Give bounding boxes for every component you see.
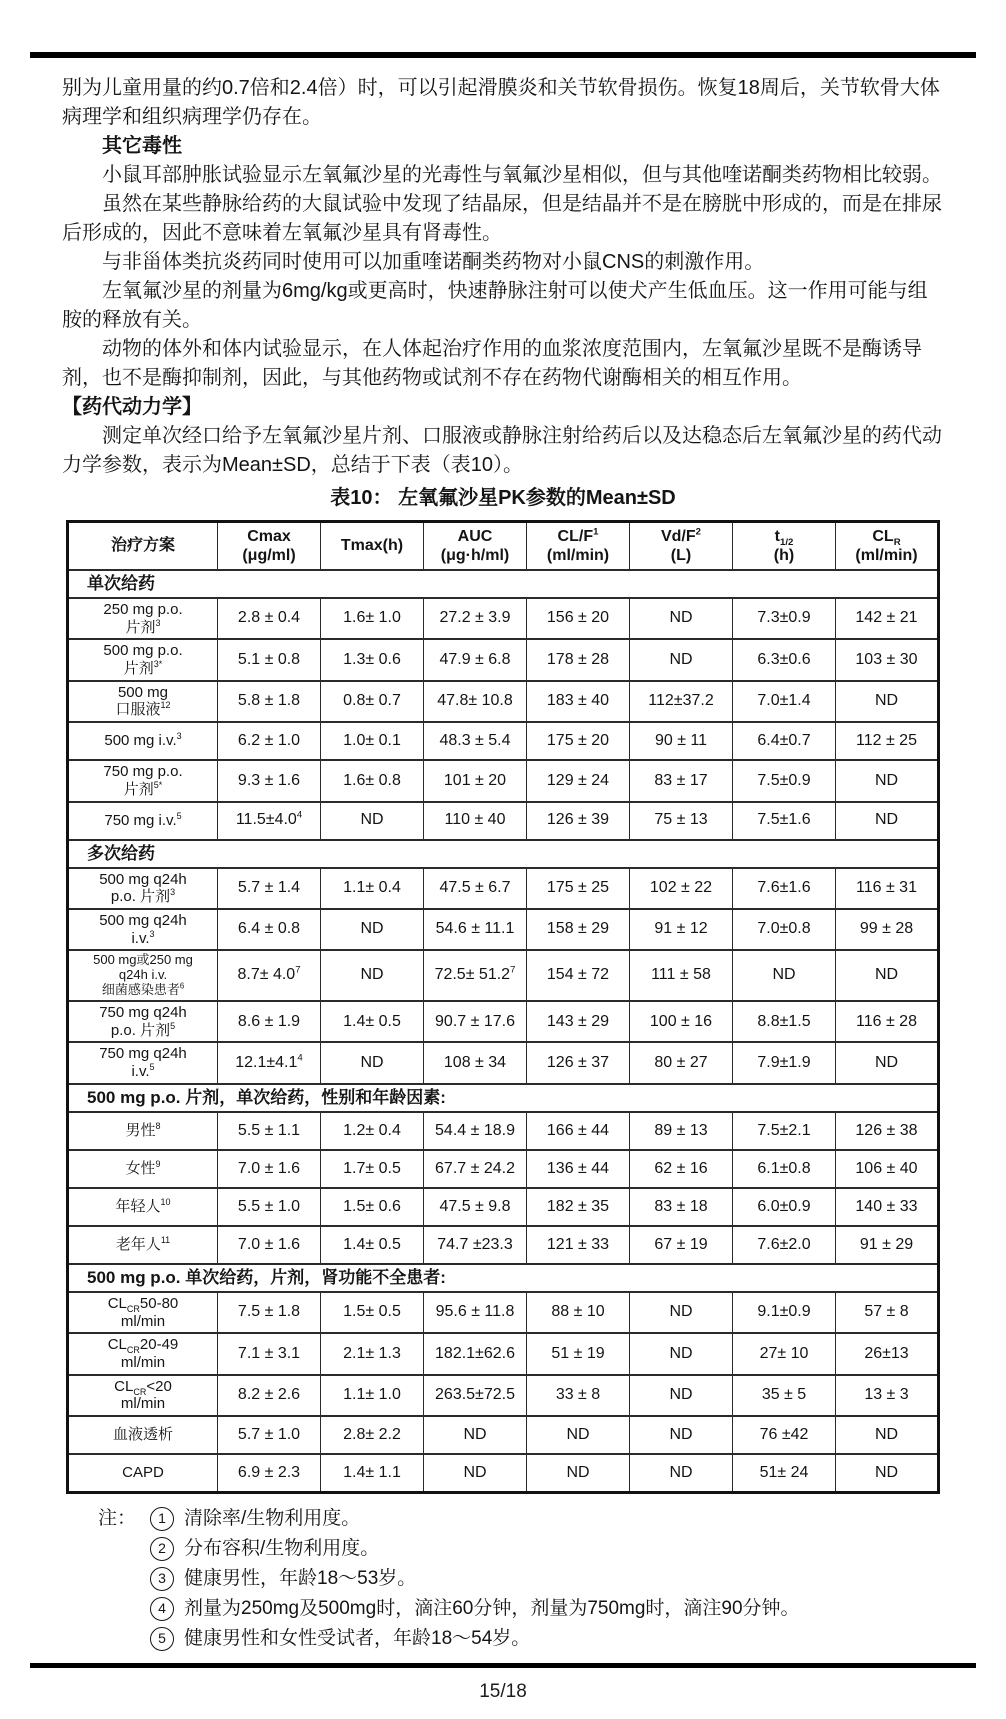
value-cell: 51± 24 xyxy=(733,1454,836,1493)
value-cell: 7.1 ± 3.1 xyxy=(218,1333,321,1374)
value-cell: 13 ± 3 xyxy=(836,1375,939,1416)
row-label: 500 mg 口服液$^{12}$ xyxy=(68,681,218,722)
value-cell: 1.7± 0.5 xyxy=(321,1150,424,1188)
value-cell: 7.5±1.6 xyxy=(733,802,836,840)
row-label: 500 mg i.v.$^3$ xyxy=(68,722,218,760)
value-cell: 183 ± 40 xyxy=(527,681,630,722)
table-row xyxy=(68,760,939,801)
paragraph: 虽然在某些静脉给药的大鼠试验中发现了结晶尿，但是结晶并不是在膀胱中形成的，而是在排尿后形成的，因此不意味着左氧氟沙星具有肾毒性。 xyxy=(62,193,942,244)
table-section-row xyxy=(68,570,939,598)
value-cell: 91 ± 29 xyxy=(836,1226,939,1264)
value-cell: $12.1\pm 4.1^4$ xyxy=(218,1042,321,1083)
column-header: Tmax(h) xyxy=(321,522,424,571)
value-cell: 175 ± 25 xyxy=(527,868,630,909)
value-cell: 100 ± 16 xyxy=(630,1001,733,1042)
note-item xyxy=(98,1594,944,1623)
value-cell: 126 ± 38 xyxy=(836,1112,939,1150)
table-row xyxy=(68,868,939,909)
value-cell: 7.0 ± 1.6 xyxy=(218,1150,321,1188)
table-row xyxy=(68,1188,939,1226)
value-cell: 57 ± 8 xyxy=(836,1292,939,1333)
row-label: 500 mg p.o. 片剂$^{3*}$ xyxy=(68,639,218,680)
value-cell: ND xyxy=(836,1416,939,1454)
value-cell: 6.4 ± 0.8 xyxy=(218,909,321,950)
value-cell: 33 ± 8 xyxy=(527,1375,630,1416)
table-title: 表10： 左氧氟沙星PK参数的Mean±SD xyxy=(330,487,676,509)
value-cell: 1.2± 0.4 xyxy=(321,1112,424,1150)
value-cell: ND xyxy=(630,639,733,680)
value-cell: 67.7 ± 24.2 xyxy=(424,1150,527,1188)
value-cell: 143 ± 29 xyxy=(527,1001,630,1042)
value-cell: 106 ± 40 xyxy=(836,1150,939,1188)
value-cell: 175 ± 20 xyxy=(527,722,630,760)
value-cell: ND xyxy=(630,598,733,639)
value-cell: 6.1±0.8 xyxy=(733,1150,836,1188)
row-label: 750 mg p.o. 片剂$^{5*}$ xyxy=(68,760,218,801)
row-label: 老年人$^{11}$ xyxy=(68,1226,218,1264)
value-cell: 74.7 ±23.3 xyxy=(424,1226,527,1264)
value-cell: $8.7\pm 4.0^7$ xyxy=(218,950,321,1001)
value-cell: 83 ± 18 xyxy=(630,1188,733,1226)
note-item xyxy=(98,1504,944,1533)
table-row xyxy=(68,1001,939,1042)
paragraph: 动物的体外和体内试验显示，在人体起治疗作用的血浆浓度范围内，左氧氟沙星既不是酶诱导剂，也不是酶抑制剂，因此，与其他药物或试剂不存在药物代谢酶相关的相互作用。 xyxy=(62,338,922,389)
table-row xyxy=(68,1150,939,1188)
section-label: 500 mg p.o. 片剂，单次给药，性别和年龄因素: xyxy=(68,1084,939,1112)
value-cell: 8.6 ± 1.9 xyxy=(218,1001,321,1042)
value-cell: 1.0± 0.1 xyxy=(321,722,424,760)
circled-number: 3 xyxy=(150,1567,174,1591)
value-cell: 7.6±1.6 xyxy=(733,868,836,909)
value-cell: 116 ± 31 xyxy=(836,868,939,909)
page-content xyxy=(62,74,944,1706)
page-number: 15/18 xyxy=(479,1680,527,1702)
value-cell: 5.7 ± 1.4 xyxy=(218,868,321,909)
value-cell: $72.5\pm 51.2^7$ xyxy=(424,950,527,1001)
paragraph: 与非甾体类抗炎药同时使用可以加重喹诺酮类药物对小鼠CNS的刺激作用。 xyxy=(102,251,765,273)
note-item xyxy=(98,1564,944,1593)
column-header: 治疗方案 xyxy=(68,522,218,571)
value-cell: 102 ± 22 xyxy=(630,868,733,909)
value-cell: 7.0 ± 1.6 xyxy=(218,1226,321,1264)
value-cell: 158 ± 29 xyxy=(527,909,630,950)
value-cell: 54.4 ± 18.9 xyxy=(424,1112,527,1150)
value-cell: 2.1± 1.3 xyxy=(321,1333,424,1374)
table-row xyxy=(68,1042,939,1083)
row-label: 男性$^8$ xyxy=(68,1112,218,1150)
table-section-row xyxy=(68,840,939,868)
row-label: 500 mg q24h i.v.$^3$ xyxy=(68,909,218,950)
value-cell: 99 ± 28 xyxy=(836,909,939,950)
row-label: 750 mg q24h p.o. 片剂$^5$ xyxy=(68,1001,218,1042)
value-cell: 110 ± 40 xyxy=(424,802,527,840)
column-header: $CL/F^1$ (ml/min) xyxy=(527,522,630,571)
circled-number: 4 xyxy=(150,1597,174,1621)
value-cell: 129 ± 24 xyxy=(527,760,630,801)
value-cell: ND xyxy=(527,1416,630,1454)
value-cell: 263.5±72.5 xyxy=(424,1375,527,1416)
value-cell: 54.6 ± 11.1 xyxy=(424,909,527,950)
value-cell: 47.8± 10.8 xyxy=(424,681,527,722)
value-cell: 7.5±0.9 xyxy=(733,760,836,801)
value-cell: ND xyxy=(836,681,939,722)
value-cell: 182 ± 35 xyxy=(527,1188,630,1226)
value-cell: 75 ± 13 xyxy=(630,802,733,840)
value-cell: 121 ± 33 xyxy=(527,1226,630,1264)
value-cell: 6.3±0.6 xyxy=(733,639,836,680)
note-item xyxy=(98,1534,944,1563)
value-cell: 111 ± 58 xyxy=(630,950,733,1001)
table-row xyxy=(68,909,939,950)
table-row xyxy=(68,1416,939,1454)
value-cell: ND xyxy=(836,1042,939,1083)
column-header: AUC (μg·h/ml) xyxy=(424,522,527,571)
value-cell: 9.1±0.9 xyxy=(733,1292,836,1333)
section-heading: 【药代动力学】 xyxy=(62,396,202,418)
note-text: 健康男性，年龄18～53岁。 xyxy=(184,1567,417,1589)
value-cell: 126 ± 37 xyxy=(527,1042,630,1083)
note-text: 分布容积/生物利用度。 xyxy=(184,1537,380,1559)
value-cell: 112 ± 25 xyxy=(836,722,939,760)
value-cell: 116 ± 28 xyxy=(836,1001,939,1042)
note-text: 剂量为250mg及500mg时，滴注60分钟，剂量为750mg时，滴注90分钟。 xyxy=(184,1597,800,1619)
value-cell: 126 ± 39 xyxy=(527,802,630,840)
section-label: 500 mg p.o. 单次给药，片剂，肾功能不全患者: xyxy=(68,1264,939,1292)
note-text: 健康男性和女性受试者，年龄18～54岁。 xyxy=(184,1627,531,1649)
table-row xyxy=(68,802,939,840)
value-cell: 8.8±1.5 xyxy=(733,1001,836,1042)
value-cell: 178 ± 28 xyxy=(527,639,630,680)
table-row xyxy=(68,1226,939,1264)
value-cell: 112±37.2 xyxy=(630,681,733,722)
column-header: Cmax (μg/ml) xyxy=(218,522,321,571)
value-cell: 0.8± 0.7 xyxy=(321,681,424,722)
value-cell: 6.2 ± 1.0 xyxy=(218,722,321,760)
value-cell: 47.5 ± 6.7 xyxy=(424,868,527,909)
value-cell: ND xyxy=(321,909,424,950)
value-cell: 108 ± 34 xyxy=(424,1042,527,1083)
value-cell: 136 ± 44 xyxy=(527,1150,630,1188)
row-label: 500 mg q24h p.o. 片剂$^3$ xyxy=(68,868,218,909)
sub-heading: 其它毒性 xyxy=(102,135,182,157)
value-cell: ND xyxy=(836,950,939,1001)
paragraph: 别为儿童用量的约0.7倍和2.4倍）时，可以引起滑膜炎和关节软骨损伤。恢复18周后，关节软骨大体病理学和组织病理学仍存在。 xyxy=(62,77,940,128)
paragraph: 小鼠耳部肿胀试验显示左氧氟沙星的光毒性与氧氟沙星相似，但与其他喹诺酮类药物相比较弱。 xyxy=(102,164,942,186)
value-cell: 2.8 ± 0.4 xyxy=(218,598,321,639)
pk-table-body xyxy=(68,570,939,1492)
value-cell: 83 ± 17 xyxy=(630,760,733,801)
value-cell: 101 ± 20 xyxy=(424,760,527,801)
value-cell: ND xyxy=(733,950,836,1001)
value-cell: 1.5± 0.6 xyxy=(321,1188,424,1226)
value-cell: ND xyxy=(836,760,939,801)
value-cell: 47.9 ± 6.8 xyxy=(424,639,527,680)
row-label: CAPD xyxy=(68,1454,218,1493)
value-cell: 1.3± 0.6 xyxy=(321,639,424,680)
value-cell: $11.5\pm 4.0^4$ xyxy=(218,802,321,840)
value-cell: 1.4± 0.5 xyxy=(321,1001,424,1042)
column-header: $CL_R$ (ml/min) xyxy=(836,522,939,571)
row-label: 250 mg p.o. 片剂$^3$ xyxy=(68,598,218,639)
value-cell: 5.8 ± 1.8 xyxy=(218,681,321,722)
table-row xyxy=(68,1333,939,1374)
value-cell: 5.5 ± 1.0 xyxy=(218,1188,321,1226)
value-cell: 47.5 ± 9.8 xyxy=(424,1188,527,1226)
value-cell: 76 ±42 xyxy=(733,1416,836,1454)
value-cell: 26±13 xyxy=(836,1333,939,1374)
value-cell: 6.4±0.7 xyxy=(733,722,836,760)
table-row xyxy=(68,1112,939,1150)
table-row xyxy=(68,1454,939,1493)
header-rule xyxy=(30,52,976,58)
footer-rule xyxy=(30,1663,976,1668)
value-cell: 67 ± 19 xyxy=(630,1226,733,1264)
value-cell: 1.4± 0.5 xyxy=(321,1226,424,1264)
value-cell: 7.5 ± 1.8 xyxy=(218,1292,321,1333)
value-cell: 1.1± 0.4 xyxy=(321,868,424,909)
table-row xyxy=(68,950,939,1001)
value-cell: 91 ± 12 xyxy=(630,909,733,950)
value-cell: 6.0±0.9 xyxy=(733,1188,836,1226)
table-row xyxy=(68,639,939,680)
note-text: 清除率/生物利用度。 xyxy=(184,1507,361,1529)
circled-number: 1 xyxy=(150,1507,174,1531)
value-cell: 154 ± 72 xyxy=(527,950,630,1001)
value-cell: ND xyxy=(630,1454,733,1493)
value-cell: 7.5±2.1 xyxy=(733,1112,836,1150)
row-label: 年轻人$^{10}$ xyxy=(68,1188,218,1226)
value-cell: 7.9±1.9 xyxy=(733,1042,836,1083)
value-cell: 80 ± 27 xyxy=(630,1042,733,1083)
value-cell: 9.3 ± 1.6 xyxy=(218,760,321,801)
value-cell: ND xyxy=(630,1375,733,1416)
value-cell: 7.3±0.9 xyxy=(733,598,836,639)
row-label: 女性$^9$ xyxy=(68,1150,218,1188)
value-cell: 7.6±2.0 xyxy=(733,1226,836,1264)
value-cell: 1.1± 1.0 xyxy=(321,1375,424,1416)
value-cell: 48.3 ± 5.4 xyxy=(424,722,527,760)
notes-list xyxy=(98,1504,944,1653)
row-label: $CL_{CR}<20$ ml/min xyxy=(68,1375,218,1416)
value-cell: ND xyxy=(321,802,424,840)
value-cell: 1.6± 1.0 xyxy=(321,598,424,639)
section-label: 多次给药 xyxy=(68,840,939,868)
row-label: 500 mg或250 mg q24h i.v. 细菌感染患者$^6$ xyxy=(68,950,218,1001)
value-cell: 27.2 ± 3.9 xyxy=(424,598,527,639)
circled-number: 5 xyxy=(150,1627,174,1651)
table-section-row xyxy=(68,1084,939,1112)
value-cell: 89 ± 13 xyxy=(630,1112,733,1150)
row-label: 750 mg q24h i.v.$^5$ xyxy=(68,1042,218,1083)
value-cell: 1.6± 0.8 xyxy=(321,760,424,801)
value-cell: ND xyxy=(321,950,424,1001)
circled-number: 2 xyxy=(150,1537,174,1561)
value-cell: 1.5± 0.5 xyxy=(321,1292,424,1333)
value-cell: 7.0±1.4 xyxy=(733,681,836,722)
table-row xyxy=(68,681,939,722)
value-cell: 90.7 ± 17.6 xyxy=(424,1001,527,1042)
paragraph: 测定单次经口给予左氧氟沙星片剂、口服液或静脉注射给药后以及达稳态后左氧氟沙星的药代动力学参数，表示为Mean±SD，总结于下表（表10）。 xyxy=(62,425,942,476)
table-row xyxy=(68,722,939,760)
value-cell: 7.0±0.8 xyxy=(733,909,836,950)
notes-prefix: 注： xyxy=(98,1507,137,1529)
row-label: 750 mg i.v.$^5$ xyxy=(68,802,218,840)
value-cell: 90 ± 11 xyxy=(630,722,733,760)
value-cell: 103 ± 30 xyxy=(836,639,939,680)
row-label: $CL_{CR}20-49$ ml/min xyxy=(68,1333,218,1374)
row-label: $CL_{CR}50-80$ ml/min xyxy=(68,1292,218,1333)
value-cell: 95.6 ± 11.8 xyxy=(424,1292,527,1333)
table-section-row xyxy=(68,1264,939,1292)
note-item xyxy=(98,1624,944,1653)
value-cell: ND xyxy=(836,802,939,840)
value-cell: 5.1 ± 0.8 xyxy=(218,639,321,680)
value-cell: 182.1±62.6 xyxy=(424,1333,527,1374)
section-label: 单次给药 xyxy=(68,570,939,598)
value-cell: ND xyxy=(630,1416,733,1454)
column-header: $Vd/F^2$ (L) xyxy=(630,522,733,571)
table-row xyxy=(68,1292,939,1333)
value-cell: 8.2 ± 2.6 xyxy=(218,1375,321,1416)
body-text xyxy=(62,74,944,480)
value-cell: 27± 10 xyxy=(733,1333,836,1374)
value-cell: 6.9 ± 2.3 xyxy=(218,1454,321,1493)
column-header: $t_{1/2}$ (h) xyxy=(733,522,836,571)
row-label: 血液透析 xyxy=(68,1416,218,1454)
value-cell: 142 ± 21 xyxy=(836,598,939,639)
page-footer xyxy=(62,1663,944,1706)
value-cell: ND xyxy=(630,1292,733,1333)
paragraph: 左氧氟沙星的剂量为6mg/kg或更高时，快速静脉注射可以使犬产生低血压。这一作用可能与组胺的释放有关。 xyxy=(62,280,928,331)
table-row xyxy=(68,1375,939,1416)
value-cell: ND xyxy=(836,1454,939,1493)
value-cell: 1.4± 1.1 xyxy=(321,1454,424,1493)
value-cell: ND xyxy=(527,1454,630,1493)
value-cell: ND xyxy=(424,1454,527,1493)
value-cell: 5.7 ± 1.0 xyxy=(218,1416,321,1454)
value-cell: 140 ± 33 xyxy=(836,1188,939,1226)
table-row xyxy=(68,598,939,639)
value-cell: ND xyxy=(424,1416,527,1454)
value-cell: ND xyxy=(630,1333,733,1374)
value-cell: 51 ± 19 xyxy=(527,1333,630,1374)
value-cell: 2.8± 2.2 xyxy=(321,1416,424,1454)
value-cell: 156 ± 20 xyxy=(527,598,630,639)
value-cell: 88 ± 10 xyxy=(527,1292,630,1333)
pk-table-header-row xyxy=(68,522,939,571)
value-cell: 35 ± 5 xyxy=(733,1375,836,1416)
value-cell: ND xyxy=(321,1042,424,1083)
pk-table xyxy=(66,520,940,1494)
value-cell: 5.5 ± 1.1 xyxy=(218,1112,321,1150)
value-cell: 62 ± 16 xyxy=(630,1150,733,1188)
value-cell: 166 ± 44 xyxy=(527,1112,630,1150)
